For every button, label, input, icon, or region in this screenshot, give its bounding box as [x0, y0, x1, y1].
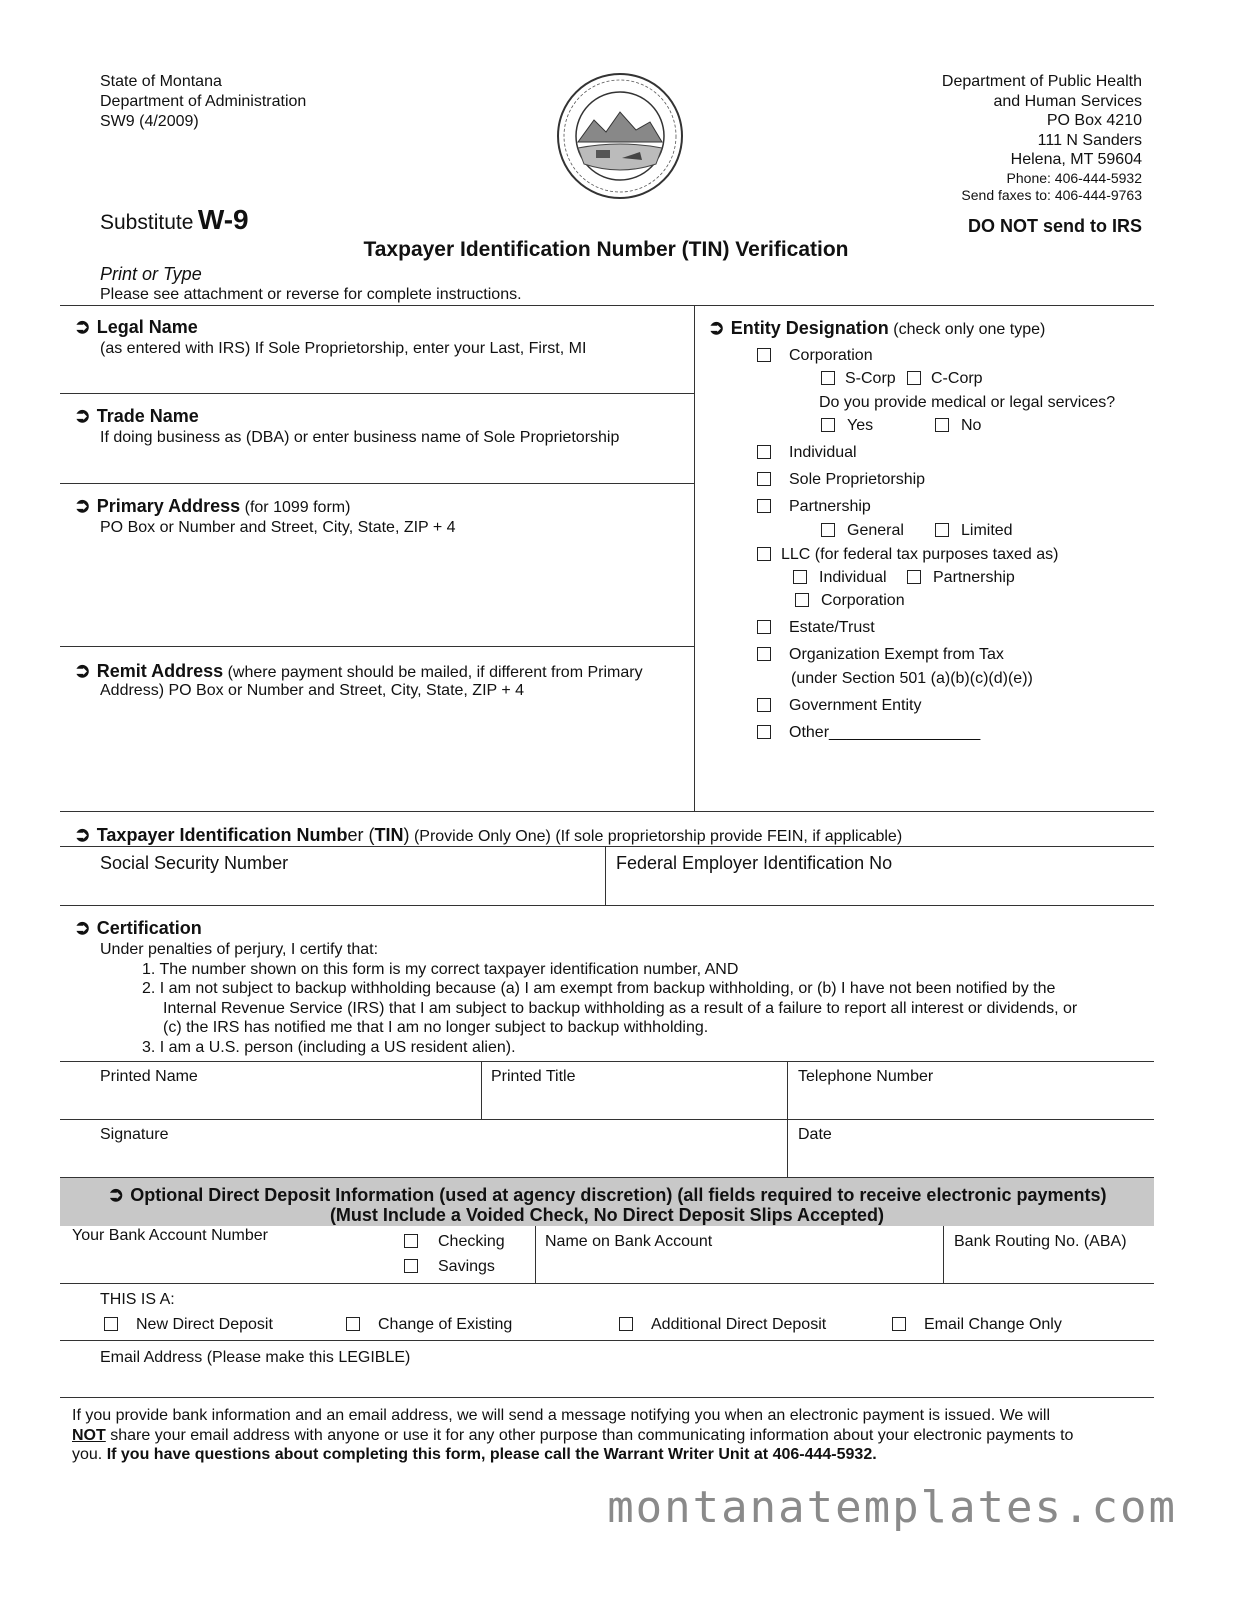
- tin-title: Taxpayer Identification Numb: [96, 825, 348, 845]
- primary-address-title: Primary Address: [96, 496, 241, 516]
- trade-name-heading: [74, 403, 199, 428]
- divider: [60, 905, 1154, 906]
- remit-address-heading: [74, 658, 643, 683]
- legal-name-desc: (as entered with IRS) If Sole Proprietorship, enter your Last, First, MI: [100, 340, 587, 357]
- tin-heading: [74, 822, 902, 847]
- instructions-note: Please see attachment or reverse for complete instructions.: [100, 286, 522, 303]
- certification-item: 2. I am not subject to backup withholding because (a) I am exempt from backup withholding, or (b) I have not been notified by the: [142, 980, 1056, 997]
- divider: [535, 1226, 536, 1283]
- certification-item: 1. The number shown on this form is my correct taxpayer identification number, AND: [142, 960, 739, 978]
- divider: [60, 1397, 1154, 1398]
- checkbox-label: Individual: [819, 569, 887, 586]
- header-right-line: Department of Public Health: [941, 73, 1142, 90]
- email-address-field[interactable]: [60, 1341, 1154, 1397]
- checkbox[interactable]: [935, 418, 949, 432]
- footer-line: If you provide bank information and an email address, we will send a message notifying you when an electronic payment is issued. We will: [72, 1407, 1050, 1424]
- checkbox-label: S-Corp: [845, 370, 896, 387]
- entity-llc[interactable]: [757, 546, 1058, 564]
- arrow-icon: ➲: [74, 660, 91, 682]
- footer-text: you.: [72, 1446, 107, 1463]
- ssn-field[interactable]: [60, 847, 605, 905]
- checkbox[interactable]: [404, 1259, 418, 1273]
- checkbox-label: Savings: [438, 1258, 495, 1275]
- deposit-additional[interactable]: [619, 1316, 826, 1334]
- entity-government[interactable]: [757, 697, 922, 715]
- divider: [60, 646, 694, 647]
- form-id: [100, 204, 249, 236]
- header-right-line: 111 N Sanders: [1037, 131, 1142, 149]
- checkbox[interactable]: [104, 1317, 118, 1331]
- montana-state-seal-icon: [556, 72, 684, 200]
- certification-text: [100, 940, 1077, 1057]
- trade-name-desc: If doing business as (DBA) or enter business name of Sole Proprietorship: [100, 429, 620, 446]
- checkbox[interactable]: [757, 472, 771, 486]
- medical-legal-question: Do you provide medical or legal services?: [819, 394, 1116, 411]
- do-not-send-irs: DO NOT send to IRS: [967, 216, 1142, 236]
- divider: [694, 305, 695, 811]
- tin-title-close: ): [403, 825, 410, 845]
- checkbox[interactable]: [757, 445, 771, 459]
- print-or-type: Print or Type: [100, 264, 202, 284]
- medical-no[interactable]: [935, 417, 981, 435]
- llc-partnership[interactable]: [907, 569, 1015, 587]
- name-on-account-label: Name on Bank Account: [545, 1233, 713, 1250]
- checkbox[interactable]: [821, 418, 835, 432]
- entity-estate-trust[interactable]: [757, 619, 875, 637]
- medical-yes[interactable]: [821, 417, 873, 435]
- checkbox-label: No: [961, 417, 982, 434]
- header-right-line: and Human Services: [993, 92, 1142, 110]
- checkbox[interactable]: [757, 547, 771, 561]
- printed-name-field[interactable]: [60, 1062, 481, 1119]
- entity-partnership[interactable]: [757, 498, 871, 516]
- arrow-icon: ➲: [107, 1184, 125, 1206]
- checkbox[interactable]: [793, 570, 807, 584]
- remit-address-title: Remit Address: [96, 661, 224, 681]
- checkbox-label: Corporation: [821, 592, 905, 609]
- deposit-change[interactable]: [346, 1316, 512, 1334]
- signature-field[interactable]: [60, 1120, 787, 1176]
- divider: [943, 1226, 944, 1283]
- entity-individual[interactable]: [757, 444, 857, 462]
- divider: [605, 846, 606, 905]
- checkbox[interactable]: [757, 348, 771, 362]
- ssn-label: Social Security Number: [100, 853, 289, 873]
- account-type-checking[interactable]: [404, 1233, 505, 1251]
- arrow-icon: ➲: [74, 917, 91, 939]
- entity-org-exempt[interactable]: [757, 646, 1004, 664]
- arrow-icon: ➲: [74, 495, 91, 517]
- header-left: [100, 72, 306, 132]
- checkbox[interactable]: [821, 523, 835, 537]
- checkbox[interactable]: [757, 499, 771, 513]
- entity-scorp[interactable]: [821, 370, 896, 388]
- certification-item: (c) the IRS has notified me that I am no longer subject to backup withholding.: [163, 1019, 709, 1036]
- footer-notice: [72, 1406, 1073, 1465]
- primary-address-suffix: (for 1099 form): [244, 499, 351, 516]
- date-field[interactable]: [789, 1120, 1154, 1176]
- entity-designation-heading: [708, 315, 1045, 340]
- tin-suffix: (Provide Only One) (If sole proprietorship provide FEIN, if applicable): [413, 828, 903, 845]
- partnership-general[interactable]: [821, 522, 904, 540]
- watermark: montanatemplates.com: [607, 1482, 1177, 1533]
- primary-address-field[interactable]: [60, 485, 694, 645]
- deposit-new[interactable]: [104, 1316, 273, 1334]
- entity-other[interactable]: [757, 724, 980, 742]
- deposit-subtitle: (Must Include a Voided Check, No Direct Deposit Slips Accepted): [329, 1205, 885, 1225]
- certification-item: 3. I am a U.S. person (including a US resident alien).: [142, 1038, 516, 1056]
- printed-title-label: Printed Title: [491, 1068, 576, 1085]
- certification-intro: Under penalties of perjury, I certify that:: [100, 941, 379, 958]
- footer-contact: If you have questions about completing this form, please call the Warrant Writer Unit at 406-444-5932.: [106, 1446, 877, 1463]
- checkbox-label: Estate/Trust: [789, 619, 875, 636]
- account-type-savings[interactable]: [404, 1258, 495, 1276]
- deposit-title: Optional Direct Deposit Information (used at agency discretion) (all fields required to receive electronic payments): [130, 1185, 1107, 1205]
- divider: [60, 393, 694, 394]
- bank-account-label: Your Bank Account Number: [72, 1227, 268, 1244]
- remit-address-field[interactable]: [60, 648, 694, 810]
- footer-not: NOT: [72, 1426, 106, 1444]
- tin-title-abbr: TIN: [374, 825, 404, 845]
- header-left-line: SW9 (4/2009): [100, 113, 199, 130]
- remit-address-suffix: (where payment should be mailed, if different from Primary: [227, 664, 643, 681]
- checkbox-label: Other_________________: [789, 724, 981, 741]
- checkbox-label: Change of Existing: [378, 1316, 513, 1333]
- checkbox[interactable]: [757, 620, 771, 634]
- direct-deposit-banner: [60, 1177, 1154, 1226]
- divider: [60, 1283, 1154, 1284]
- divider: [481, 1061, 482, 1119]
- certification-title: Certification: [96, 918, 202, 938]
- primary-address-heading: [74, 493, 350, 518]
- llc-corporation[interactable]: [795, 592, 905, 610]
- checkbox-label: LLC (for federal tax purposes taxed as): [781, 546, 1059, 563]
- legal-name-title: Legal Name: [96, 317, 198, 337]
- trade-name-field[interactable]: [60, 395, 694, 482]
- footer-line: [72, 1445, 1073, 1465]
- signature-label: Signature: [100, 1126, 169, 1143]
- certification-item: Internal Revenue Service (IRS) that I am subject to backup withholding as a result of a failure to report all interest or dividends, or: [163, 999, 1078, 1017]
- legal-name-field[interactable]: [60, 306, 694, 393]
- tin-title-part: er (: [347, 825, 375, 845]
- footer-line: [72, 1426, 1073, 1446]
- date-label: Date: [798, 1126, 832, 1143]
- checkbox-label: Checking: [438, 1233, 505, 1250]
- w9-label: W-9: [197, 204, 249, 235]
- checkbox[interactable]: [619, 1317, 633, 1331]
- footer-text: share your email address with anyone or use it for any other purpose than communicating information about your electronic payments to: [105, 1426, 1074, 1444]
- divider: [60, 483, 694, 484]
- llc-individual[interactable]: [793, 569, 887, 587]
- section-501-note: (under Section 501 (a)(b)(c)(d)(e)): [791, 670, 1033, 687]
- checkbox[interactable]: [757, 647, 771, 661]
- deposit-title-line: [60, 1182, 1154, 1207]
- checkbox-label: Sole Proprietorship: [789, 471, 926, 488]
- telephone-field[interactable]: [789, 1062, 1154, 1119]
- arrow-icon: ➲: [708, 317, 725, 339]
- checkbox-label: Email Change Only: [924, 1316, 1062, 1333]
- name-on-account-field[interactable]: [537, 1227, 943, 1283]
- routing-number-label: Bank Routing No. (ABA): [954, 1233, 1127, 1250]
- entity-title: Entity Designation: [730, 318, 889, 338]
- checkbox[interactable]: [404, 1234, 418, 1248]
- checkbox-label: Limited: [961, 522, 1013, 539]
- checkbox-label: New Direct Deposit: [136, 1316, 273, 1333]
- email-address-label: Email Address (Please make this LEGIBLE): [100, 1349, 411, 1366]
- deposit-email-change[interactable]: [892, 1316, 1062, 1334]
- checkbox-label: Corporation: [789, 347, 873, 364]
- arrow-icon: ➲: [74, 316, 91, 338]
- checkbox[interactable]: [821, 371, 835, 385]
- divider: [60, 811, 1154, 812]
- fein-label: Federal Employer Identification No: [616, 853, 893, 873]
- checkbox-label: Individual: [789, 444, 857, 461]
- checkbox-label: Yes: [847, 417, 874, 434]
- entity-suffix: (check only one type): [893, 321, 1046, 338]
- checkbox[interactable]: [907, 371, 921, 385]
- checkbox-label: C-Corp: [931, 370, 983, 387]
- entity-ccorp[interactable]: [907, 370, 983, 388]
- checkbox[interactable]: [795, 593, 809, 607]
- entity-corporation[interactable]: [757, 347, 873, 365]
- checkbox-label: Government Entity: [789, 697, 922, 714]
- substitute-label: Substitute: [100, 211, 194, 234]
- checkbox[interactable]: [892, 1317, 906, 1331]
- header-right-line: PO Box 4210: [1046, 112, 1142, 129]
- header-right-line: Helena, MT 59604: [1010, 151, 1142, 168]
- checkbox-label: Partnership: [789, 498, 871, 515]
- checkbox-label: Organization Exempt from Tax: [789, 646, 1004, 663]
- legal-name-heading: [74, 314, 198, 339]
- checkbox[interactable]: [757, 725, 771, 739]
- this-is-a-label: THIS IS A:: [100, 1291, 175, 1308]
- printed-name-label: Printed Name: [100, 1068, 198, 1085]
- header-left-line: Department of Administration: [100, 93, 307, 110]
- header-right: [942, 72, 1142, 204]
- checkbox[interactable]: [907, 570, 921, 584]
- page-title: Taxpayer Identification Number (TIN) Verification: [363, 238, 849, 261]
- checkbox-label: General: [847, 522, 904, 539]
- fein-field[interactable]: [607, 847, 1154, 905]
- checkbox[interactable]: [935, 523, 949, 537]
- header-phone: Phone: 406-444-5932: [1006, 169, 1142, 186]
- header-left-line: State of Montana: [100, 73, 222, 90]
- primary-address-desc: PO Box or Number and Street, City, State, ZIP + 4: [100, 519, 456, 536]
- printed-title-field[interactable]: [483, 1062, 787, 1119]
- checkbox-label: Additional Direct Deposit: [651, 1316, 827, 1333]
- trade-name-title: Trade Name: [96, 406, 199, 426]
- header-fax: Send faxes to: 406-444-9763: [961, 186, 1142, 203]
- arrow-icon: ➲: [74, 824, 91, 846]
- checkbox-label: Partnership: [933, 569, 1015, 586]
- entity-sole-prop[interactable]: [757, 471, 925, 489]
- arrow-icon: ➲: [74, 405, 91, 427]
- remit-address-desc: Address) PO Box or Number and Street, City, State, ZIP + 4: [100, 682, 525, 699]
- partnership-limited[interactable]: [935, 522, 1013, 540]
- telephone-label: Telephone Number: [798, 1068, 934, 1085]
- routing-number-field[interactable]: [945, 1227, 1154, 1283]
- certification-heading: [74, 915, 202, 940]
- checkbox[interactable]: [346, 1317, 360, 1331]
- checkbox[interactable]: [757, 698, 771, 712]
